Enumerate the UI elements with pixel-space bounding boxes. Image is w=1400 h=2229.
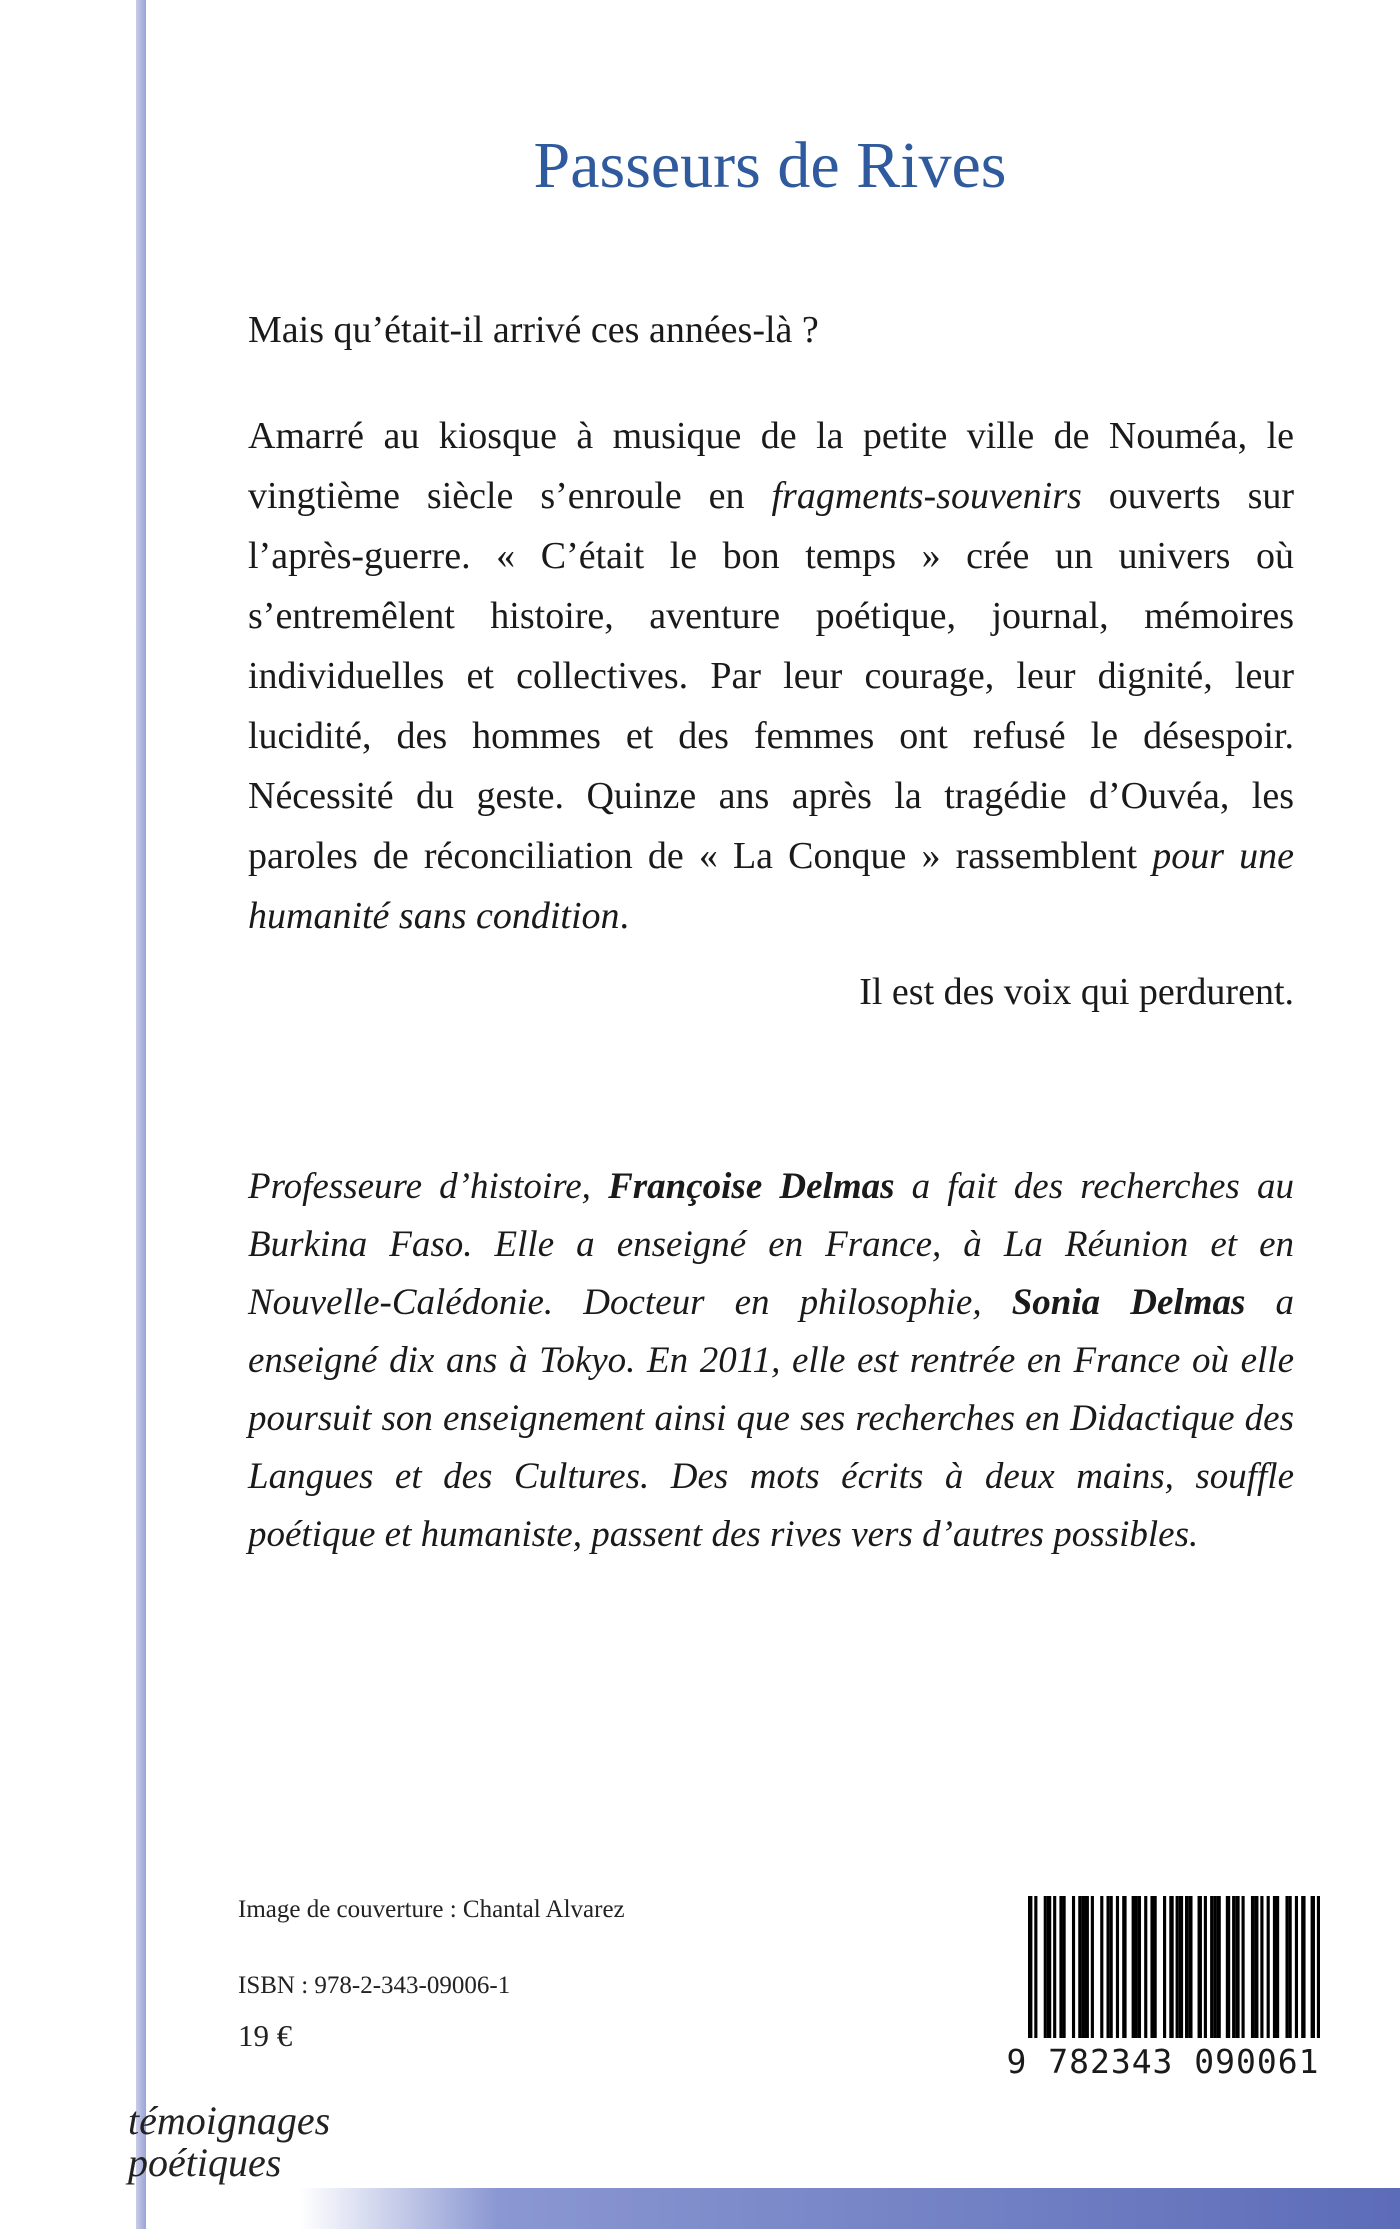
price: 19 € <box>238 2018 293 2053</box>
collection-line1: témoignages <box>128 2098 331 2143</box>
author-francoise: Françoise Delmas <box>608 1166 895 1207</box>
desc-italic-fragments: fragments-souvenirs <box>771 475 1082 517</box>
barcode-bar <box>1063 1896 1066 2038</box>
barcode-bar <box>1138 1896 1141 2038</box>
barcode-number: 9 782343 090061 <box>1006 2042 1320 2081</box>
barcode-bar <box>1028 1896 1032 2038</box>
barcode-bar <box>1179 1896 1183 2038</box>
book-description <box>248 406 1294 946</box>
barcode-bar <box>1100 1896 1103 2038</box>
barcode-bar <box>1260 1896 1263 2038</box>
barcode-bar <box>1163 1896 1166 2038</box>
barcode-bar <box>1311 1896 1315 2038</box>
desc-part5: . <box>619 895 630 937</box>
barcode <box>1028 1896 1320 2038</box>
barcode-bar <box>1216 1896 1220 2038</box>
barcode-bar <box>1081 1896 1084 2038</box>
bottom-decorative-band <box>300 2188 1400 2229</box>
barcode-bar <box>1242 1896 1245 2038</box>
collection-line2: poétiques <box>128 2140 282 2185</box>
barcode-bar <box>1276 1896 1279 2038</box>
barcode-bar <box>1285 1896 1288 2038</box>
barcode-bar <box>1188 1896 1192 2038</box>
barcode-bar <box>1135 1896 1138 2038</box>
barcode-bar <box>1226 1896 1230 2038</box>
bio-part3: a fait des recherches au Burkina Faso. Elle a enseigné en France, à La Réunion et en Nouvelle-Calédonie. Docteur en philosophie, <box>248 1166 1294 1323</box>
desc-part3: ouverts sur l’après-guerre. « C’était le bon temps » crée un univers où s’entremêlent histoire, aventure poétique, journal, mémoires individuelles et collectives. Par leur courage, leur dignité, leur lucidité, des hommes et des femmes ont refusé le désespoir. Nécessité du geste. Quinze ans après la tragédie d’Ouvéa, les paroles de réconciliation de « La Conque » rassemblent <box>248 475 1295 877</box>
barcode-bar <box>1267 1896 1270 2038</box>
barcode-bar <box>1213 1896 1216 2038</box>
barcode-bar <box>1169 1896 1173 2038</box>
barcode-bar <box>1072 1896 1075 2038</box>
collection-name <box>128 2100 330 2184</box>
barcode-bar <box>1053 1896 1056 2038</box>
barcode-bar <box>1232 1896 1235 2038</box>
barcode-bar <box>1317 1896 1320 2038</box>
barcode-bar <box>1078 1896 1081 2038</box>
barcode-bar <box>1254 1896 1258 2038</box>
desc-italic-humanite: pour une humanité sans condition <box>248 835 1294 937</box>
book-title: Passeurs de Rives <box>533 129 1007 202</box>
authors-bio <box>248 1158 1294 1564</box>
opening-question: Mais qu’était-il arrivé ces années-là ? <box>248 309 819 351</box>
cover-credit: Image de couverture : Chantal Alvarez <box>238 1896 625 1923</box>
barcode-bar <box>1122 1896 1126 2038</box>
bio-part5: a enseigné dix ans à Tokyo. En 2011, elle est rentrée en France où elle poursuit son enseignement ainsi que ses recherches en Didactique des Langues et des Cultures. Des mots écrits à deux mains, souffle poétique et humaniste, passent des rives vers d’autres possibles. <box>248 1282 1294 1555</box>
left-decorative-stripe <box>136 0 146 2229</box>
barcode-bar <box>1110 1896 1113 2038</box>
barcode-bar <box>1185 1896 1188 2038</box>
barcode-bar <box>1044 1896 1047 2038</box>
barcode-bar <box>1106 1896 1109 2038</box>
barcode-bar <box>1116 1896 1119 2038</box>
barcode-bar <box>1085 1896 1089 2038</box>
barcode-bar <box>1047 1896 1051 2038</box>
author-sonia: Sonia Delmas <box>1011 1282 1246 1323</box>
barcode-bar <box>1301 1896 1305 2038</box>
bio-part1: Professeure d’histoire, <box>248 1166 609 1207</box>
barcode-bar <box>1289 1896 1292 2038</box>
barcode-bar <box>1144 1896 1147 2038</box>
barcode-bar <box>1251 1896 1254 2038</box>
barcode-bar <box>1176 1896 1179 2038</box>
barcode-bar <box>1210 1896 1213 2038</box>
barcode-bar <box>1235 1896 1239 2038</box>
barcode-bar <box>1059 1896 1062 2038</box>
barcode-bar <box>1204 1896 1207 2038</box>
barcode-bar <box>1295 1896 1298 2038</box>
barcode-bar <box>1091 1896 1094 2038</box>
isbn: ISBN : 978-2-343-09006-1 <box>238 1972 511 1999</box>
barcode-bar <box>1198 1896 1202 2038</box>
desc-part1: Amarré au kiosque à musique de la petite ville de Nouméa, le vingtième siècle s’enroule en <box>248 415 1294 517</box>
barcode-bar <box>1034 1896 1037 2038</box>
barcode-bar <box>1154 1896 1157 2038</box>
closing-line: Il est des voix qui perdurent. <box>859 971 1294 1013</box>
